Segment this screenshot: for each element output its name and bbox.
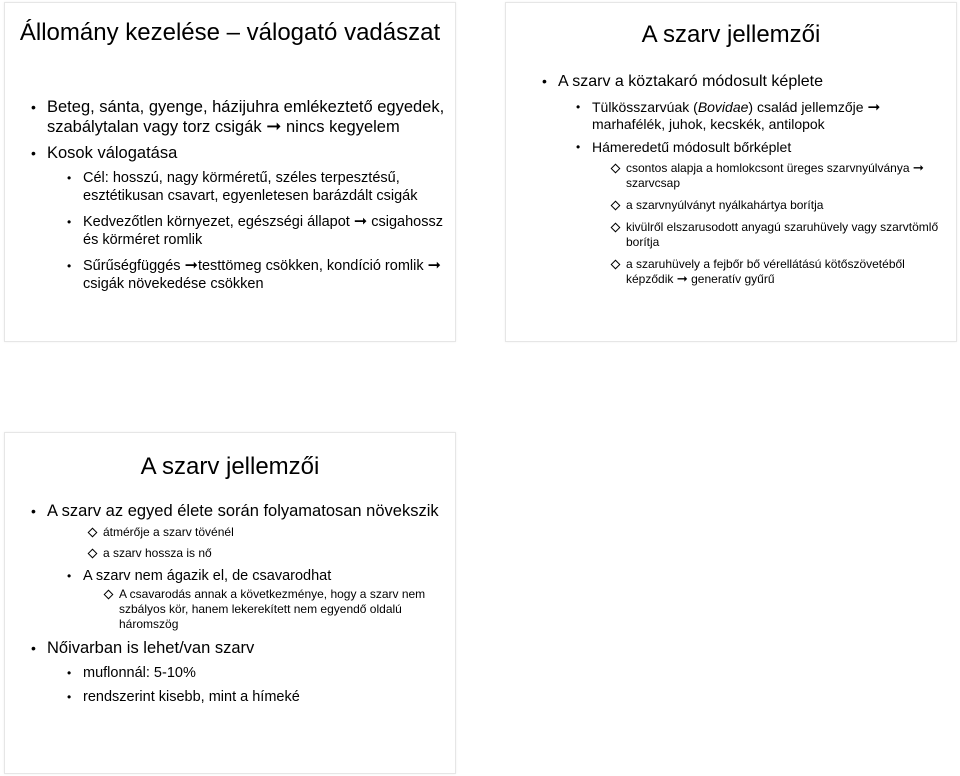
detail-nyalkahartya: a szarvnyúlványt nyálkahártya borítja (612, 198, 952, 213)
bullet-text: testtömeg csökken, kondíció romlik (197, 258, 424, 274)
bullet-text: nincs kegyelem (286, 118, 400, 136)
arrow-right-icon: ➞ (266, 116, 282, 137)
bullet-text: A szarv a köztakaró módosult képlete (558, 73, 824, 90)
bullet-text: A szarv az egyed élete során folyamatosan növekszik (47, 502, 439, 520)
detail-generativ-gyuru (612, 257, 952, 287)
slide-title: A szarv jellemzői (641, 21, 821, 48)
bullet-text: A szarv nem ágazik el, de csavarodhat (83, 568, 332, 584)
bullet-list (542, 72, 952, 287)
sub-sub-list (105, 587, 451, 632)
sub-sub-list (612, 161, 952, 287)
bullet-noivar (31, 638, 451, 706)
bullet-text: Beteg, sánta, gyenge, házijuhra emlékeztető egyedek, szabálytalan vagy torz csigák (47, 98, 445, 136)
sub-bullet-kisebb: • rendszerint kisebb, mint a hímeké (67, 688, 451, 706)
slide-allomany-kezelese (4, 2, 456, 342)
bullet-text: szarvcsap (626, 176, 681, 190)
detail-szaruhuvely: kivülről elszarusodott anyagú szaruhüvely vagy szarvtömlő borítja (612, 220, 952, 250)
sub-sub-list (89, 525, 451, 561)
sub-bullet-kornyezet (67, 213, 451, 249)
bullet-list (31, 97, 451, 293)
slide-body (542, 72, 952, 294)
bullet-list (31, 501, 451, 706)
latin-name: Bovidae (697, 99, 749, 115)
bullet-text: Tülkösszarvúak ( (592, 99, 698, 115)
bullet-beteg (31, 97, 451, 137)
bullet-text: Hámeredetű módosult bőrképlet (592, 139, 792, 155)
sub-bullet-cel: • Cél: hosszú, nagy körméretű, széles terpesztésű, esztétikusan csavart, egyenletesen barázdált csigák (67, 169, 451, 205)
slide-title: A szarv jellemzői (140, 453, 320, 480)
slide-szarv-jellemzoi-1 (505, 2, 957, 342)
bullet-koztakaro (542, 72, 952, 287)
arrow-right-icon: ➞ (184, 255, 198, 274)
sub-bullet-tulkosszarvuak (576, 99, 952, 133)
bullet-text: Kosok válogatása (47, 144, 178, 162)
bullet-text: generatív gyűrű (691, 272, 775, 286)
arrow-right-icon: ➞ (867, 98, 881, 116)
sub-bullet-nem-agazik (67, 567, 451, 632)
detail-csavarodas: A csavarodás annak a következménye, hogy a szarv nem szbályos kör, hanem lekerekített nem egyendő oldalú háromszög (105, 587, 451, 632)
bullet-text: csontos alapja a homlokcsont üreges szarvnyúlványa (626, 161, 910, 175)
arrow-right-icon: ➞ (676, 272, 688, 287)
slide-body (31, 501, 451, 712)
detail-csontos-alap (612, 161, 952, 191)
bullet-text: csigák növekedése csökken (83, 276, 264, 292)
bullet-novekszik (31, 501, 451, 632)
detail-hossz: a szarv hossza is nő (89, 546, 451, 561)
bullet-kosok (31, 143, 451, 293)
bullet-text: marhafélék, juhok, kecskék, antilopok (592, 116, 825, 132)
bullet-text: Nőivarban is lehet/van szarv (47, 639, 255, 657)
arrow-right-icon: ➞ (912, 161, 924, 176)
sub-list (576, 99, 952, 287)
arrow-right-icon: ➞ (427, 255, 441, 274)
bullet-text: csigahossz és körméret romlik (83, 214, 443, 248)
slide-title: Állomány kezelése – válogató vadászat (19, 19, 441, 46)
sub-list (67, 169, 451, 293)
bullet-text: Sűrűségfüggés (83, 258, 181, 274)
sub-bullet-surusegfugges (67, 257, 451, 293)
bullet-text: a szaruhüvely a fejbőr bő vérellátású kötőszövetéből képződik (626, 257, 905, 286)
sub-bullet-muflon: • muflonnál: 5-10% (67, 664, 451, 682)
sub-list (67, 664, 451, 706)
sub-list (67, 567, 451, 632)
sub-bullet-hameredetu (576, 139, 952, 287)
slide-szarv-jellemzoi-2 (4, 432, 456, 774)
arrow-right-icon: ➞ (353, 211, 368, 230)
detail-atmero: átmérője a szarv tövénél (89, 525, 451, 540)
bullet-text: ) család jellemzője (748, 99, 864, 115)
slide-body (31, 97, 451, 301)
bullet-text: Kedvezőtlen környezet, egészségi állapot (83, 214, 350, 230)
